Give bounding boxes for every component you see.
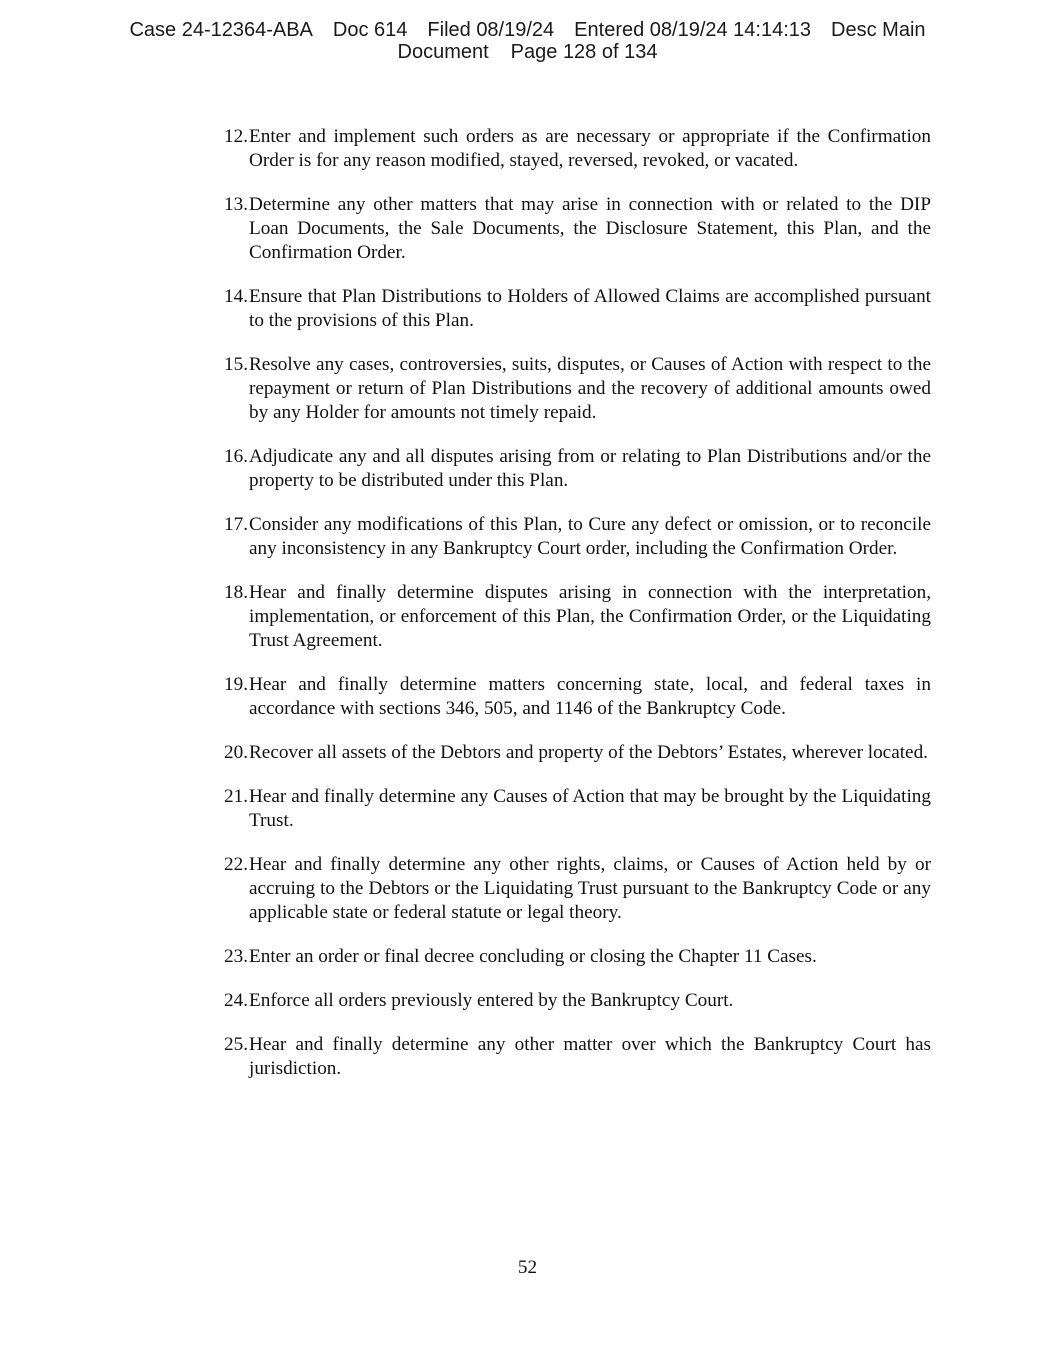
list-item [200, 581, 931, 653]
item-number: 12. [224, 126, 248, 147]
item-text: Ensure that Plan Distributions to Holders of Allowed Claims are accomplished pursuant to the provisions of this Plan. [249, 286, 931, 331]
item-text: Hear and finally determine matters concerning state, local, and federal taxes in accordance with sections 346, 505, and 1146 of the Bankruptcy Code. [249, 674, 931, 719]
item-text: Resolve any cases, controversies, suits, disputes, or Causes of Action with respect to the repayment or return of Plan Distributions and the recovery of additional amounts owed by any Holder for amounts not timely repaid. [249, 354, 931, 423]
filed-date: Filed 08/19/24 [427, 19, 555, 41]
filing-header [0, 19, 1055, 63]
list-item [200, 193, 931, 265]
entered-date: Entered 08/19/24 14:14:13 [574, 19, 812, 41]
item-number: 24. [224, 990, 248, 1011]
item-number: 20. [224, 742, 248, 763]
item-text: Enter an order or final decree concluding or closing the Chapter 11 Cases. [249, 946, 817, 967]
item-text: Enforce all orders previously entered by the Bankruptcy Court. [249, 990, 734, 1011]
list-item [200, 285, 931, 333]
doc-number: Doc 614 [332, 19, 408, 41]
list-item [200, 945, 931, 969]
item-text: Hear and finally determine any Causes of Action that may be brought by the Liquidating Trust. [249, 786, 931, 831]
item-number: 22. [224, 854, 248, 875]
list-item [200, 741, 931, 765]
item-number: 13. [224, 194, 248, 215]
item-text: Hear and finally determine any other rights, claims, or Causes of Action held by or accruing to the Debtors or the Liquidating Trust pursuant to the Bankruptcy Code or any applicable state or federal statute or legal theory. [249, 854, 931, 923]
filing-header-line-2 [0, 41, 1055, 63]
list-item [200, 673, 931, 721]
numbered-list [200, 125, 931, 1101]
item-text: Hear and finally determine any other matter over which the Bankruptcy Court has jurisdiction. [249, 1034, 931, 1079]
item-text: Adjudicate any and all disputes arising from or relating to Plan Distributions and/or the property to be distributed under this Plan. [249, 446, 931, 491]
item-text: Hear and finally determine disputes arising in connection with the interpretation, implementation, or enforcement of this Plan, the Confirmation Order, or the Liquidating Trust Agreement. [249, 582, 931, 651]
item-number: 17. [224, 514, 248, 535]
desc-label: Desc Main [831, 19, 926, 41]
list-item [200, 353, 931, 425]
filing-header-line-1 [0, 19, 1055, 41]
list-item [200, 785, 931, 833]
item-number: 21. [224, 786, 248, 807]
page-count: Page 128 of 134 [510, 41, 658, 63]
list-item [200, 1033, 931, 1081]
item-number: 18. [224, 582, 248, 603]
list-item [200, 125, 931, 173]
item-number: 23. [224, 946, 248, 967]
item-number: 25. [224, 1034, 248, 1055]
item-number: 16. [224, 446, 248, 467]
list-item [200, 445, 931, 493]
item-number: 15. [224, 354, 248, 375]
item-text: Consider any modifications of this Plan, to Cure any defect or omission, or to reconcile any inconsistency in any Bankruptcy Court order, including the Confirmation Order. [249, 514, 931, 559]
document-label: Document [397, 41, 489, 63]
item-number: 14. [224, 286, 248, 307]
list-item [200, 513, 931, 561]
item-text: Enter and implement such orders as are necessary or appropriate if the Confirmation Order is for any reason modified, stayed, reversed, revoked, or vacated. [249, 126, 931, 171]
list-item [200, 989, 931, 1013]
item-number: 19. [224, 674, 248, 695]
item-text: Determine any other matters that may arise in connection with or related to the DIP Loan Documents, the Sale Documents, the Disclosure Statement, this Plan, and the Confirmation Order. [249, 194, 931, 263]
list-item [200, 853, 931, 925]
case-number: Case 24-12364-ABA [129, 19, 313, 41]
item-text: Recover all assets of the Debtors and property of the Debtors’ Estates, wherever located. [249, 742, 928, 763]
page-number: 52 [517, 1257, 538, 1278]
